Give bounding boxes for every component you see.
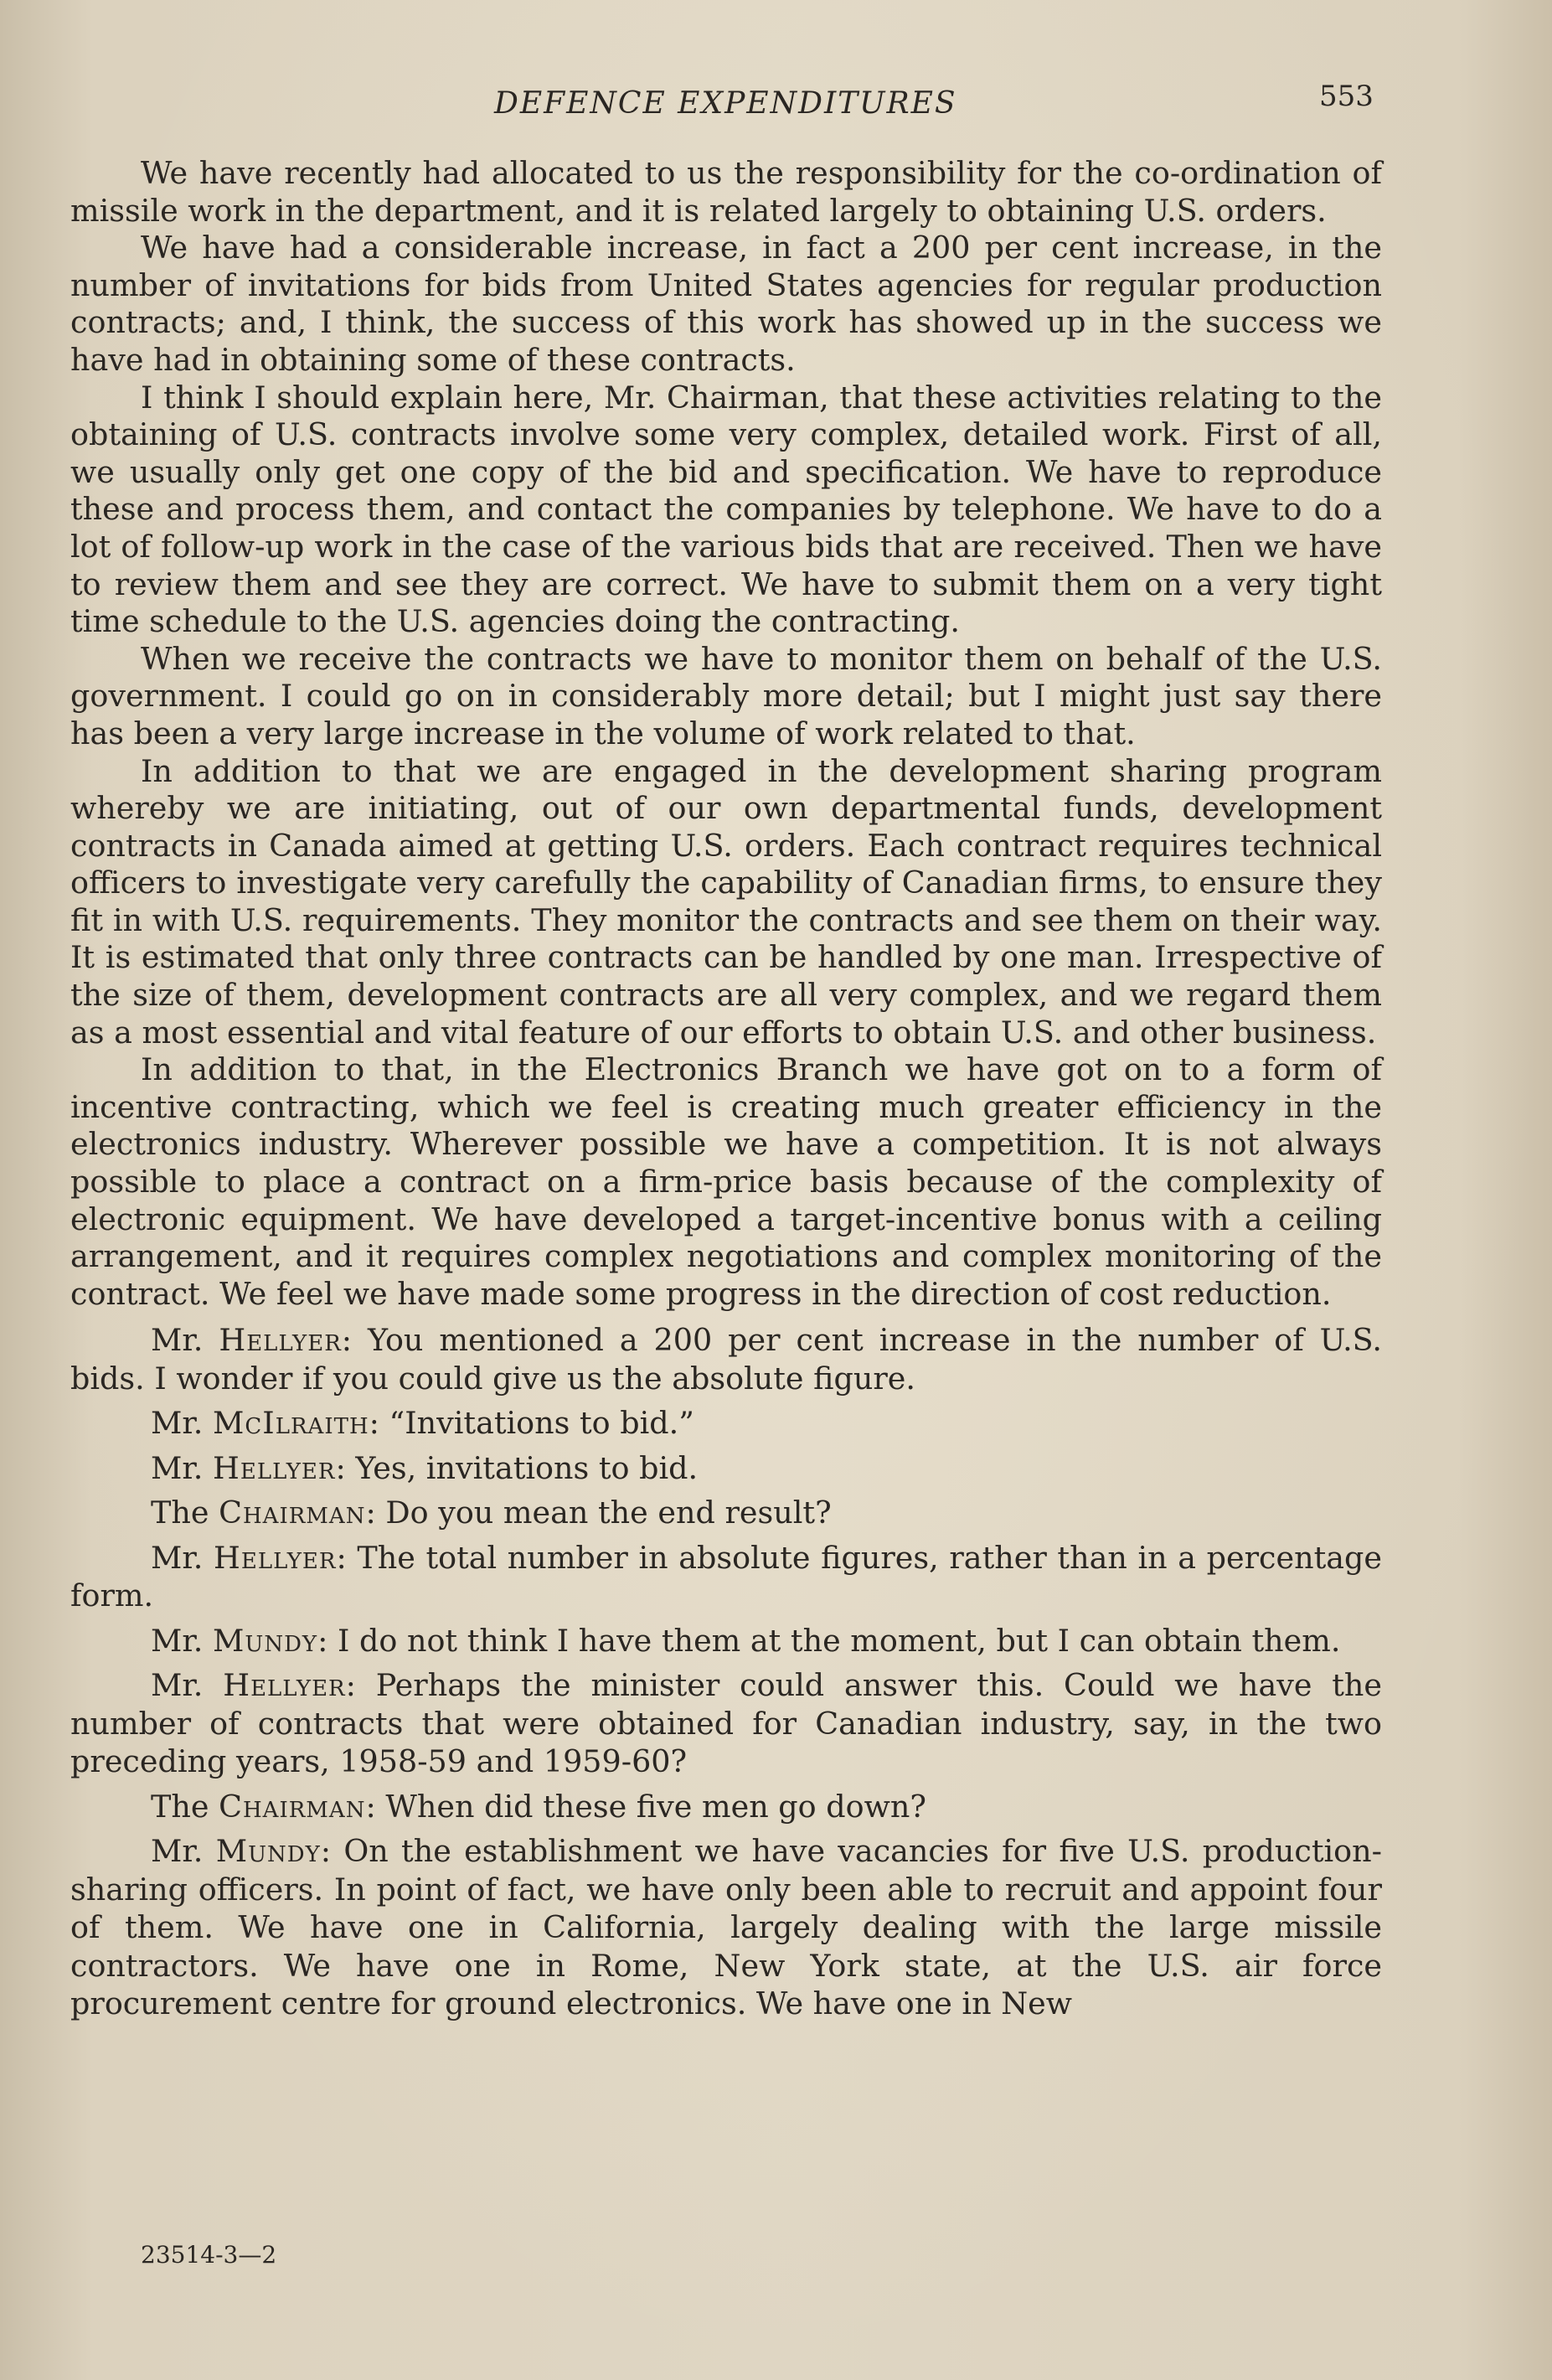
dialogue-line: The Chairman: When did these five men go down? [151, 1788, 926, 1825]
dialogue-line: Mr. Mundy: On the establishment we have vacancies for five U.S. production-sharing officers. In point of fact, we have only been able to recruit and appoint four of them. We have one in California, largely dealing with the large missile contractors. We have one in Rome, New York state, at the U.S. air force procurement centre for ground electronics. We have one in New [70, 1833, 1382, 2022]
dialogue-text: The total number in absolute figures, rather than in a percentage form. [70, 1539, 1382, 1614]
speaker-title: Mr. [151, 1833, 204, 1870]
paragraph: In addition to that we are engaged in the development sharing program whereby we are initiating, out of our own departmental funds, development contracts in Canada aimed at getting U.S. orders. Each contract requires technical officers to investigate very carefully the capability of Canadian firms, to ensure they fit in with U.S. requirements. They monitor the contracts and see them on their way. It is estimated that only three contracts can be handled by one man. Irrespective of the size of them, development contracts are all very complex, and we regard them as a most essential and vital feature of our efforts to obtain U.S. and other business. [70, 752, 1382, 1051]
speaker-title: Mr. [151, 1667, 204, 1704]
speaker-name: Chairman [219, 1495, 366, 1531]
dialogue-text: When did these five men go down? [385, 1788, 926, 1825]
speaker-title: Mr. [151, 1405, 204, 1442]
speaker-name: Chairman [219, 1788, 366, 1825]
dialogue-line: Mr. Hellyer: The total number in absolute figures, rather than in a percentage form. [70, 1539, 1382, 1614]
speaker-title: The [151, 1788, 209, 1825]
dialogue-line: Mr. Hellyer: Perhaps the minister could answer this. Could we have the number of contracts that were obtained for Canadian industry, say, in the two preceding years, 1958-59 and 1959-60? [70, 1667, 1383, 1780]
dialogue-line: Mr. McIlraith: “Invitations to bid.” [151, 1405, 694, 1442]
speaker-name: Mundy [213, 1622, 318, 1659]
speaker-title: Mr. [151, 1322, 204, 1359]
paragraph: When we receive the contracts we have to monitor them on behalf of the U.S. government. I could go on in considerably more detail; but I might just say there has been a very large increase in the volume of work related to that. [70, 640, 1382, 751]
dialogue-text: I do not think I have them at the moment, but I can obtain them. [337, 1622, 1341, 1659]
dialogue-line: Mr. Hellyer: Yes, invitations to bid. [151, 1449, 699, 1486]
dialogue-line: The Chairman: Do you mean the end result? [151, 1495, 832, 1531]
body-text [70, 155, 1382, 2023]
speaker-name: McIlraith [213, 1405, 369, 1442]
printer-code: 23514-3—2 [141, 2241, 277, 2269]
speaker-title: Mr. [151, 1449, 204, 1486]
dialogue-text: Perhaps the minister could answer this. Could we have the number of contracts that were obtained for Canadian industry, say, in the two preceding years, 1958-59 and 1959-60? [70, 1667, 1383, 1780]
dialogue-text: Yes, invitations to bid. [355, 1449, 699, 1486]
page-header [0, 80, 1552, 130]
speaker-name: Hellyer [223, 1667, 346, 1704]
dialogue-line: Mr. Hellyer: You mentioned a 200 per cent increase in the number of U.S. bids. I wonder if you could give us the absolute figure. [70, 1322, 1382, 1397]
speaker-name: Hellyer [219, 1322, 342, 1359]
page-number: 553 [1319, 80, 1374, 113]
dialogue-line: Mr. Mundy: I do not think I have them at the moment, but I can obtain them. [151, 1622, 1341, 1659]
dialogue-text: “Invitations to bid.” [389, 1405, 694, 1442]
dialogue-text: On the establishment we have vacancies for five U.S. production-sharing officers. In point of fact, we have only been able to recruit and appoint four of them. We have one in California, largely dealing with the large missile contractors. We have one in Rome, New York state, at the U.S. air force procurement centre for ground electronics. We have one in New [70, 1833, 1382, 2022]
speaker-title: Mr. [151, 1622, 204, 1659]
speaker-title: Mr. [151, 1539, 204, 1576]
paragraph: We have had a considerable increase, in fact a 200 per cent increase, in the number of invitations for bids from United States agencies for regular production contracts; and, I think, the success of this work has showed up in the success we have had in obtaining some of these contracts. [70, 230, 1382, 378]
dialogue-text: You mentioned a 200 per cent increase in the number of U.S. bids. I wonder if you could give us the absolute figure. [70, 1322, 1382, 1397]
paragraph: In addition to that, in the Electronics Branch we have got on to a form of incentive contracting, which we feel is creating much greater efficiency in the electronics industry. Wherever possible we have a competition. It is not always possible to place a contract on a firm-price basis because of the complexity of electronic equipment. We have developed a target-incentive bonus with a ceiling arrangement, and it requires complex negotiations and complex monitoring of the contract. We feel we have made some progress in the direction of cost reduction. [70, 1051, 1382, 1312]
speaker-title: The [151, 1495, 209, 1531]
paragraph: I think I should explain here, Mr. Chairman, that these activities relating to the obtaining of U.S. contracts involve some very complex, detailed work. First of all, we usually only get one copy of the bid and specification. We have to reproduce these and process them, and contact the companies by telephone. We have to do a lot of follow-up work in the case of the various bids that are received. Then we have to review them and see they are correct. We have to submit them on a very tight time schedule to the U.S. agencies doing the contracting. [70, 379, 1382, 640]
running-title: DEFENCE EXPENDITURES [494, 86, 957, 121]
paragraph: We have recently had allocated to us the responsibility for the co-ordination of missile work in the department, and it is related largely to obtaining U.S. orders. [70, 155, 1382, 229]
dialogue-text: Do you mean the end result? [385, 1495, 832, 1531]
speaker-name: Hellyer [213, 1449, 336, 1486]
speaker-name: Mundy [215, 1833, 321, 1870]
speaker-name: Hellyer [214, 1539, 337, 1576]
